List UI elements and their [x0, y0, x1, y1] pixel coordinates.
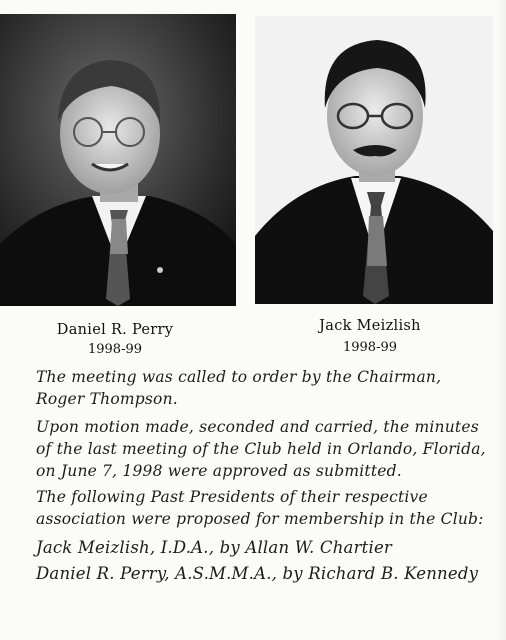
- portrait-name-left: Daniel R. Perry: [56, 322, 174, 338]
- minutes-line-8: Jack Meizlish, I.D.A., by Allan W. Chartier: [36, 538, 393, 557]
- minutes-line-5: on June 7, 1998 were approved as submitted.: [36, 462, 402, 480]
- portrait-photo-left: [0, 14, 236, 306]
- portrait-image-right: [255, 16, 493, 304]
- minutes-line-6: The following Past Presidents of their respective: [36, 488, 428, 506]
- scan-edge-shadow: [496, 0, 506, 640]
- portrait-name-right: Jack Meizlish: [319, 318, 421, 334]
- minutes-line-9: Daniel R. Perry, A.S.M.M.A., by Richard B. Kennedy: [36, 564, 479, 583]
- portrait-years-left: 1998-99: [87, 342, 143, 357]
- portrait-years-right: 1998-99: [342, 340, 398, 355]
- minutes-line-1: The meeting was called to order by the Chairman,: [36, 368, 442, 386]
- portrait-image-left: [0, 14, 236, 306]
- minutes-line-7: association were proposed for membership in the Club:: [36, 510, 484, 528]
- portrait-photo-right: [255, 16, 493, 304]
- minutes-line-4: of the last meeting of the Club held in Orlando, Florida,: [36, 440, 486, 458]
- minutes-line-2: Roger Thompson.: [36, 390, 178, 408]
- minutes-line-3: Upon motion made, seconded and carried, the minutes: [36, 418, 479, 436]
